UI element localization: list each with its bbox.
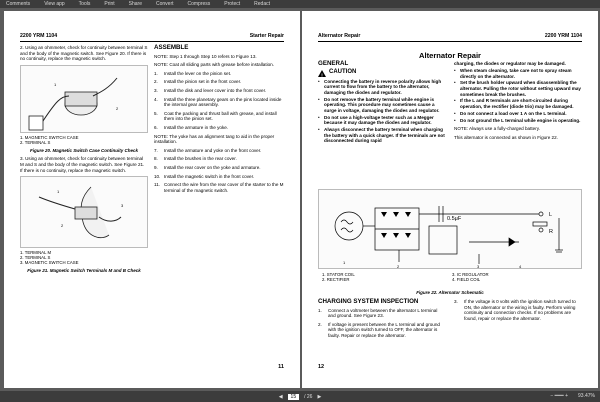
svg-text:2: 2 — [397, 264, 400, 269]
terminal-r-label: R — [549, 229, 553, 235]
step-number: 11. — [154, 182, 161, 188]
caution-bullet: • Do not connect a load over 1 A on the L terminal. — [454, 111, 582, 117]
page-title: Alternator Repair — [418, 51, 482, 60]
step-number: 2. — [318, 321, 322, 327]
step-text: Install the rear cover on the yoke and armature. — [164, 164, 261, 170]
caution-label: CAUTION — [329, 69, 357, 76]
charging-step — [318, 322, 446, 339]
step-text: Install the magnetic switch in the front cover. — [164, 173, 255, 179]
step-text: Install the armature and yoke on the front cover. — [164, 147, 262, 153]
warning-triangle-icon — [318, 70, 326, 77]
page-number-right: 12 — [318, 364, 325, 370]
step-text: Connect a voltmeter between the alternator L terminal and ground. See Figure 23. — [328, 307, 438, 319]
toolbar-item-compress[interactable]: Compress — [187, 1, 211, 7]
step-number: 5. — [154, 110, 158, 116]
assemble-steps-b — [154, 148, 284, 194]
svg-text:3: 3 — [477, 264, 480, 269]
fig22-legend — [322, 272, 582, 282]
svg-text:1: 1 — [54, 81, 57, 87]
figure-20 — [20, 65, 148, 133]
step-text: Connect the wire from the rear cover of the starter to the M terminal of the magnetic switch. — [164, 182, 284, 193]
zoom-slider-icon[interactable]: ━━━ — [554, 393, 564, 399]
current-page-input[interactable]: 15 — [288, 394, 300, 400]
step-number: 3. — [454, 299, 458, 304]
page-number-left: 11 — [278, 364, 284, 370]
fig21-caption: Figure 21. Magnetic Switch Terminals M and B Check — [27, 268, 141, 274]
step-text: If voltage is present between the L terminal and ground with the ignition switch turned to OFF, the alternator is faulty. Repair or replace the alternator. — [328, 321, 440, 338]
charging-step — [318, 308, 446, 319]
fig20-legend-1: 1. MAGNETIC SWITCH CASE — [20, 134, 79, 140]
step-item — [154, 156, 284, 162]
step-item — [154, 79, 284, 85]
figure-21 — [20, 176, 148, 248]
svg-text:1: 1 — [57, 189, 60, 195]
fig21-legend-1: 1. TERMINAL M — [20, 250, 52, 256]
next-page-icon[interactable]: ▶ — [317, 393, 322, 400]
toolbar-item-redact[interactable]: Redact — [254, 1, 270, 7]
step-number: 2. — [154, 79, 158, 85]
step-number: 8. — [154, 156, 158, 162]
app-toolbar — [0, 0, 600, 8]
step-text: Install the lever on the pinion set. — [164, 70, 232, 76]
header-right: Starter Repair — [249, 33, 284, 39]
prev-page-icon[interactable]: ◀ — [278, 393, 283, 400]
caution-column-right — [454, 61, 582, 143]
fig21-legend-3: 3. MAGNETIC SWITCH CASE — [20, 260, 79, 266]
caution-list-right — [454, 68, 582, 123]
general-heading: GENERAL — [318, 60, 349, 67]
toolbar-item-protect[interactable]: Protect — [224, 1, 241, 7]
step-item — [154, 88, 284, 94]
step-number: 6. — [154, 124, 158, 130]
step-text: If the voltage is 0 volts with the ignition switch turned to ON, the alternator or the wiring is faulty. Perform wiring continuity and connection checks. If no problems are found, repair or replace the alternator. — [464, 299, 576, 321]
charging-column-left — [318, 299, 446, 342]
caution-bullet: • Set the brush holder upward when disassembling the alternator. Pulling the rotor without setting upward may sometimes break the brushes. — [454, 80, 582, 97]
toolbar-item-print[interactable]: Print — [104, 1, 115, 7]
step-item — [154, 111, 284, 122]
step-item — [154, 182, 284, 193]
alternator-schematic — [319, 190, 583, 270]
capacitor-label: 0.5μF — [447, 216, 462, 222]
step-item — [154, 148, 284, 154]
charging-heading: CHARGING SYSTEM INSPECTION — [318, 298, 419, 305]
terminal-l-label: L — [549, 212, 553, 218]
page-navigator — [256, 393, 344, 400]
toolbar-item-convert[interactable]: Convert — [155, 1, 174, 7]
left-column — [20, 45, 148, 277]
step-text: Coat the packing and thrust ball with grease, and install them into the pinion set. — [164, 110, 277, 122]
toolbar-item-tools[interactable]: Tools — [78, 1, 91, 7]
battery-note: NOTE: Always use a fully-charged battery. — [454, 126, 540, 132]
header-rule — [318, 41, 582, 42]
step-text: Install the armature in the yoke. — [164, 124, 229, 130]
step-number: 1. — [318, 307, 322, 313]
right-column — [154, 45, 284, 196]
charging-step — [454, 299, 582, 321]
step-number: 3. — [154, 87, 158, 93]
step-item — [154, 165, 284, 171]
step-item — [154, 125, 284, 131]
fig21-legend-2: 2. TERMINAL S — [20, 255, 51, 261]
assemble-note-2: NOTE: Coat all sliding parts with grease before installation. — [154, 62, 275, 68]
step-number: 1. — [154, 70, 158, 76]
svg-text:2: 2 — [116, 105, 119, 111]
svg-text:!: ! — [321, 71, 323, 77]
caution-bullet: • Do not ground the L terminal while engine is operating. — [454, 118, 582, 124]
fig22-legend-4: 4. FIELD COIL — [452, 277, 481, 282]
total-pages: / 26 — [304, 393, 313, 400]
toolbar-item-comments[interactable]: Comments — [6, 1, 31, 7]
caution-column-left — [318, 61, 446, 145]
charging-column-right — [454, 299, 582, 324]
toolbar-item-view-app[interactable]: View app — [44, 1, 65, 7]
zoom-out-icon[interactable]: − — [550, 393, 554, 399]
fig22-legend-2: 2. RECTIFIER — [322, 277, 350, 282]
step-item — [154, 97, 284, 108]
step-2-text: 2. Using an ohmmeter, check for continuity between terminal S and the body of the magnetic switch. See Figure 20. If there is no continuity, replace the magnetic switch. — [20, 45, 148, 62]
caution-bullet: • Do not remove the battery terminal while engine is operating. This procedure may sometimes cause a surge in voltage, damaging the diodes and regulator. — [318, 97, 446, 114]
status-bar — [0, 391, 600, 402]
charging-steps-right — [454, 299, 582, 321]
assemble-note-3: NOTE: The yoke has an alignment tang to aid in the proper installation. — [154, 133, 275, 145]
toolbar-item-share[interactable]: Share — [128, 1, 142, 7]
svg-text:3: 3 — [121, 203, 124, 209]
header-rule — [20, 41, 284, 42]
step-text: Install the pinion set in the front cover. — [164, 79, 242, 85]
caution-bullet: • When steam cleaning, take care not to spray steam directly on the alternator. — [454, 68, 582, 79]
step-text: Install the brushes in the rear cover. — [164, 156, 237, 162]
fig20-legend-2: 2. TERMINAL S — [20, 139, 51, 145]
caution-list-left — [318, 79, 446, 144]
switch-terminals-illustration — [21, 177, 147, 249]
fig20-caption: Figure 20. Magnetic Switch Case Continuity Check — [29, 147, 139, 153]
zoom-controls — [550, 393, 568, 399]
fig22-caption: Figure 22. Alternator Schematic — [416, 290, 484, 295]
step-3-text: 3. Using an ohmmeter, check for continuity between terminal M and S and the body of the magnetic switch. See Figure 21. If there is no continuity, replace the magnetic switch. — [20, 156, 145, 173]
step-number: 9. — [154, 164, 158, 170]
svg-text:2: 2 — [61, 223, 64, 229]
svg-text:1: 1 — [343, 260, 346, 265]
zoom-in-icon[interactable]: + — [565, 393, 568, 399]
caution-bullet: • Connecting the battery in reverse polarity allows high current to flow from the battery to the alternator, damaging the diodes and regulator. — [318, 79, 446, 96]
step-text: Install the three planetary gears on the pins located inside the internal gear assembly. — [164, 96, 282, 108]
switch-case-illustration — [21, 66, 147, 134]
step-number: 4. — [154, 96, 158, 102]
connected-text: This alternator is connected as shown in Figure 22. — [454, 134, 558, 140]
step-number: 7. — [154, 147, 158, 153]
step-item — [154, 71, 284, 77]
assemble-steps-a — [154, 71, 284, 131]
header-right: 2200 YRM 1104 — [544, 33, 582, 39]
caution-bullet: • Always disconnect the battery terminal when charging the battery with a quick charger. If the terminals are not disconnected during rapid — [318, 127, 446, 144]
pdf-page-right — [302, 11, 598, 388]
pdf-page-left — [4, 11, 300, 388]
caution-continued: charging, the diodes or regulator may be damaged. — [454, 61, 566, 66]
step-item — [154, 174, 284, 180]
caution-bullet: • Do not use a high-voltage tester such as a Megger because it may damage the diodes and regulator. — [318, 115, 446, 126]
caution-bullet: • If the L and R terminals are short-circuited during operation, the rectifier (diode trio) may be damaged. — [454, 98, 582, 109]
figure-22 — [318, 189, 582, 269]
step-number: 10. — [154, 173, 161, 179]
svg-text:4: 4 — [519, 264, 522, 269]
assemble-heading: ASSEMBLE — [154, 44, 189, 51]
zoom-level[interactable]: 93.47% — [578, 393, 595, 399]
header-left: Alternator Repair — [318, 33, 361, 39]
charging-steps-left — [318, 308, 446, 339]
fig22-legend-3: 3. IC REGULATOR — [452, 272, 489, 277]
step-text: Install the disk and lever cover into the front cover. — [164, 87, 267, 93]
header-left: 2200 YRM 1104 — [20, 33, 58, 39]
assemble-note-1: NOTE: Step 1 through Step 10 refers to Figure 13. — [154, 53, 257, 59]
fig22-legend-1: 1. STATOR COIL — [322, 272, 355, 277]
